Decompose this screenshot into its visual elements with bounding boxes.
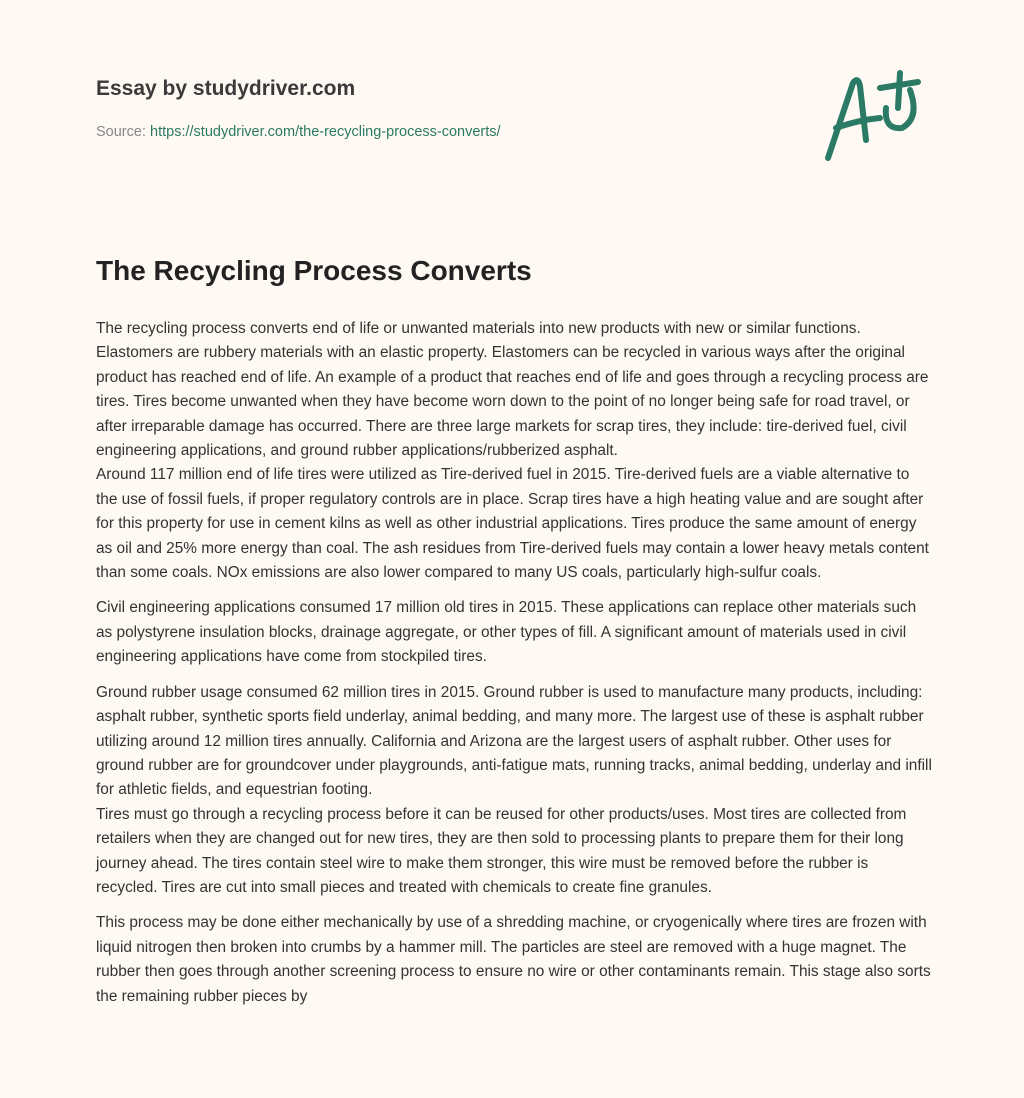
- paragraph: [96, 911, 934, 1009]
- paragraph-text: Ground rubber usage consumed 62 million tires in 2015. Ground rubber is used to manufacture many products, including: asphalt rubber, synthetic sports field underlay, animal bedding, and many more. The largest use of these is asphalt rubber utilizing around 12 million tires annually. California and Arizona are the largest users of asphalt rubber. Other uses for ground rubber are for groundcover under playgrounds, anti-fatigue mats, running tracks, animal bedding, underlay and infill for athletic fields, and equestrian footing.: [96, 683, 932, 799]
- paragraph: [96, 317, 934, 585]
- source-label: Source:: [96, 124, 146, 140]
- a-plus-logo-icon: [818, 68, 928, 168]
- essay-title: The Recycling Process Converts: [96, 255, 532, 286]
- paragraph-text: Civil engineering applications consumed 17 million old tires in 2015. These applications can replace other materials such as polystyrene insulation blocks, drainage aggregate, or other types of fill. A significant amount of materials used in civil engineering applications have come from stockpiled tires.: [96, 599, 917, 666]
- paragraph-text: The recycling process converts end of life or unwanted materials into new products with new or similar functions. Elastomers are rubbery materials with an elastic property. Elastomers can be recycled in various ways after the original product has reached end of life. An example of a product that reaches end of life and goes through a recycling process are tires. Tires become unwanted when they have become worn down to the point of no longer being safe for road travel, or after irreparable damage has occurred. There are three large markets for scrap tires, they include: tire-derived fuel, civil engineering applications, and ground rubber applications/rubberized asphalt.: [96, 320, 929, 460]
- paragraph-text: Tires must go through a recycling process before it can be reused for other products/uses. Most tires are collected from retailers when they are changed out for new tires, they are then sold to processing plants to prepare them for their long journey ahead. The tires contain steel wire to make them stronger, this wire must be removed before the rubber is recycled. Tires are cut into small pieces and treated with chemicals to create fine granules.: [96, 805, 907, 896]
- source-line: [96, 124, 501, 140]
- paragraph-text: Around 117 million end of life tires were utilized as Tire-derived fuel in 2015. Tire-derived fuels are a viable alternative to the use of fossil fuels, if proper regulatory controls are in place. Scrap tires have a high heating value and are sought after for this property for use in cement kilns as well as other industrial applications. Tires produce the same amount of energy as oil and 25% more energy than coal. The ash residues from Tire-derived fuels may contain a lower heavy metals content than some coals. NOx emissions are also lower compared to many US coals, particularly high-sulfur coals.: [96, 466, 929, 582]
- paragraph: [96, 681, 934, 901]
- paragraph: [96, 596, 934, 669]
- site-brand: Essay by studydriver.com: [96, 77, 356, 100]
- essay-body: [96, 317, 934, 1020]
- source-link[interactable]: https://studydriver.com/the-recycling-process-converts/: [150, 124, 501, 140]
- paragraph-text: This process may be done either mechanically by use of a shredding machine, or cryogenically where tires are frozen with liquid nitrogen then broken into crumbs by a hammer mill. The particles are steel are removed with a huge magnet. The rubber then goes through another screening process to ensure no wire or other contaminants remain. This stage also sorts the remaining rubber pieces by: [96, 914, 931, 1005]
